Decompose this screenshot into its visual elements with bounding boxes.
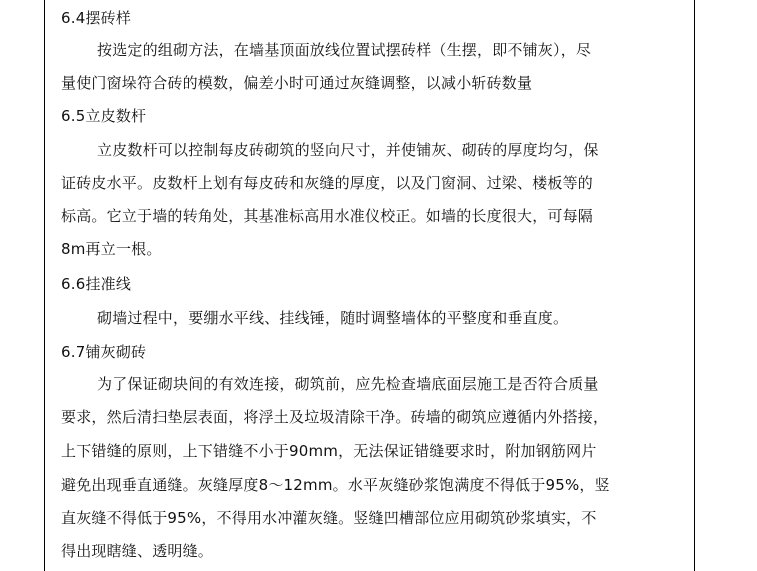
paragraph-line: 为了保证砌块间的有效连接，砌筑前，应先检查墙底面层施工是否符合质量 — [97, 375, 599, 393]
right-border-line — [694, 0, 695, 571]
paragraph-line: 按选定的组砌方法，在墙基顶面放线位置试摆砖样（生摆，即不铺灰），尽 — [97, 41, 592, 59]
paragraph-line: 标高。它立于墙的转角处，其基准标高用水准仪校正。如墙的长度很大，可每隔 — [61, 207, 594, 225]
paragraph-line: 上下错缝的原则，上下错缝不小于90mm，无法保证错缝要求时，附加钢筋网片 — [61, 442, 597, 460]
paragraph-line: 证砖皮水平。皮数杆上划有每皮砖和灰缝的厚度，以及门窗洞、过梁、楼板等的 — [61, 174, 594, 192]
paragraph-line: 砌墙过程中，要绷水平线、挂线锤，随时调整墙体的平整度和垂直度。 — [97, 309, 569, 327]
paragraph-line: 避免出现垂直通缝。灰缝厚度8～12mm。水平灰缝砂浆饱满度不得低于95%，竖 — [61, 476, 610, 494]
paragraph-line: 8m再立一根。 — [61, 240, 162, 258]
section-heading-6-4: 6.4摆砖样 — [61, 9, 132, 27]
paragraph-line: 要求，然后清扫垫层表面，将浮土及垃圾清除干净。砖墙的砌筑应遵循内外搭接， — [61, 408, 609, 426]
section-heading-6-7: 6.7铺灰砌砖 — [61, 343, 147, 361]
paragraph-line: 立皮数杆可以控制每皮砖砌筑的竖向尺寸，并使铺灰、砌砖的厚度均匀，保 — [97, 141, 599, 159]
paragraph-line: 得出现瞎缝、透明缝。 — [61, 542, 214, 560]
paragraph-line: 直灰缝不得低于95%，不得用水冲灌灰缝。竖缝凹槽部位应用砌筑砂浆填实，不 — [61, 509, 597, 527]
left-border-line — [44, 0, 45, 571]
section-heading-6-5: 6.5立皮数杆 — [61, 107, 147, 125]
section-heading-6-6: 6.6挂准线 — [61, 275, 132, 293]
paragraph-line: 量使门窗垛符合砖的模数，偏差小时可通过灰缝调整，以减小斩砖数量 — [61, 74, 533, 92]
